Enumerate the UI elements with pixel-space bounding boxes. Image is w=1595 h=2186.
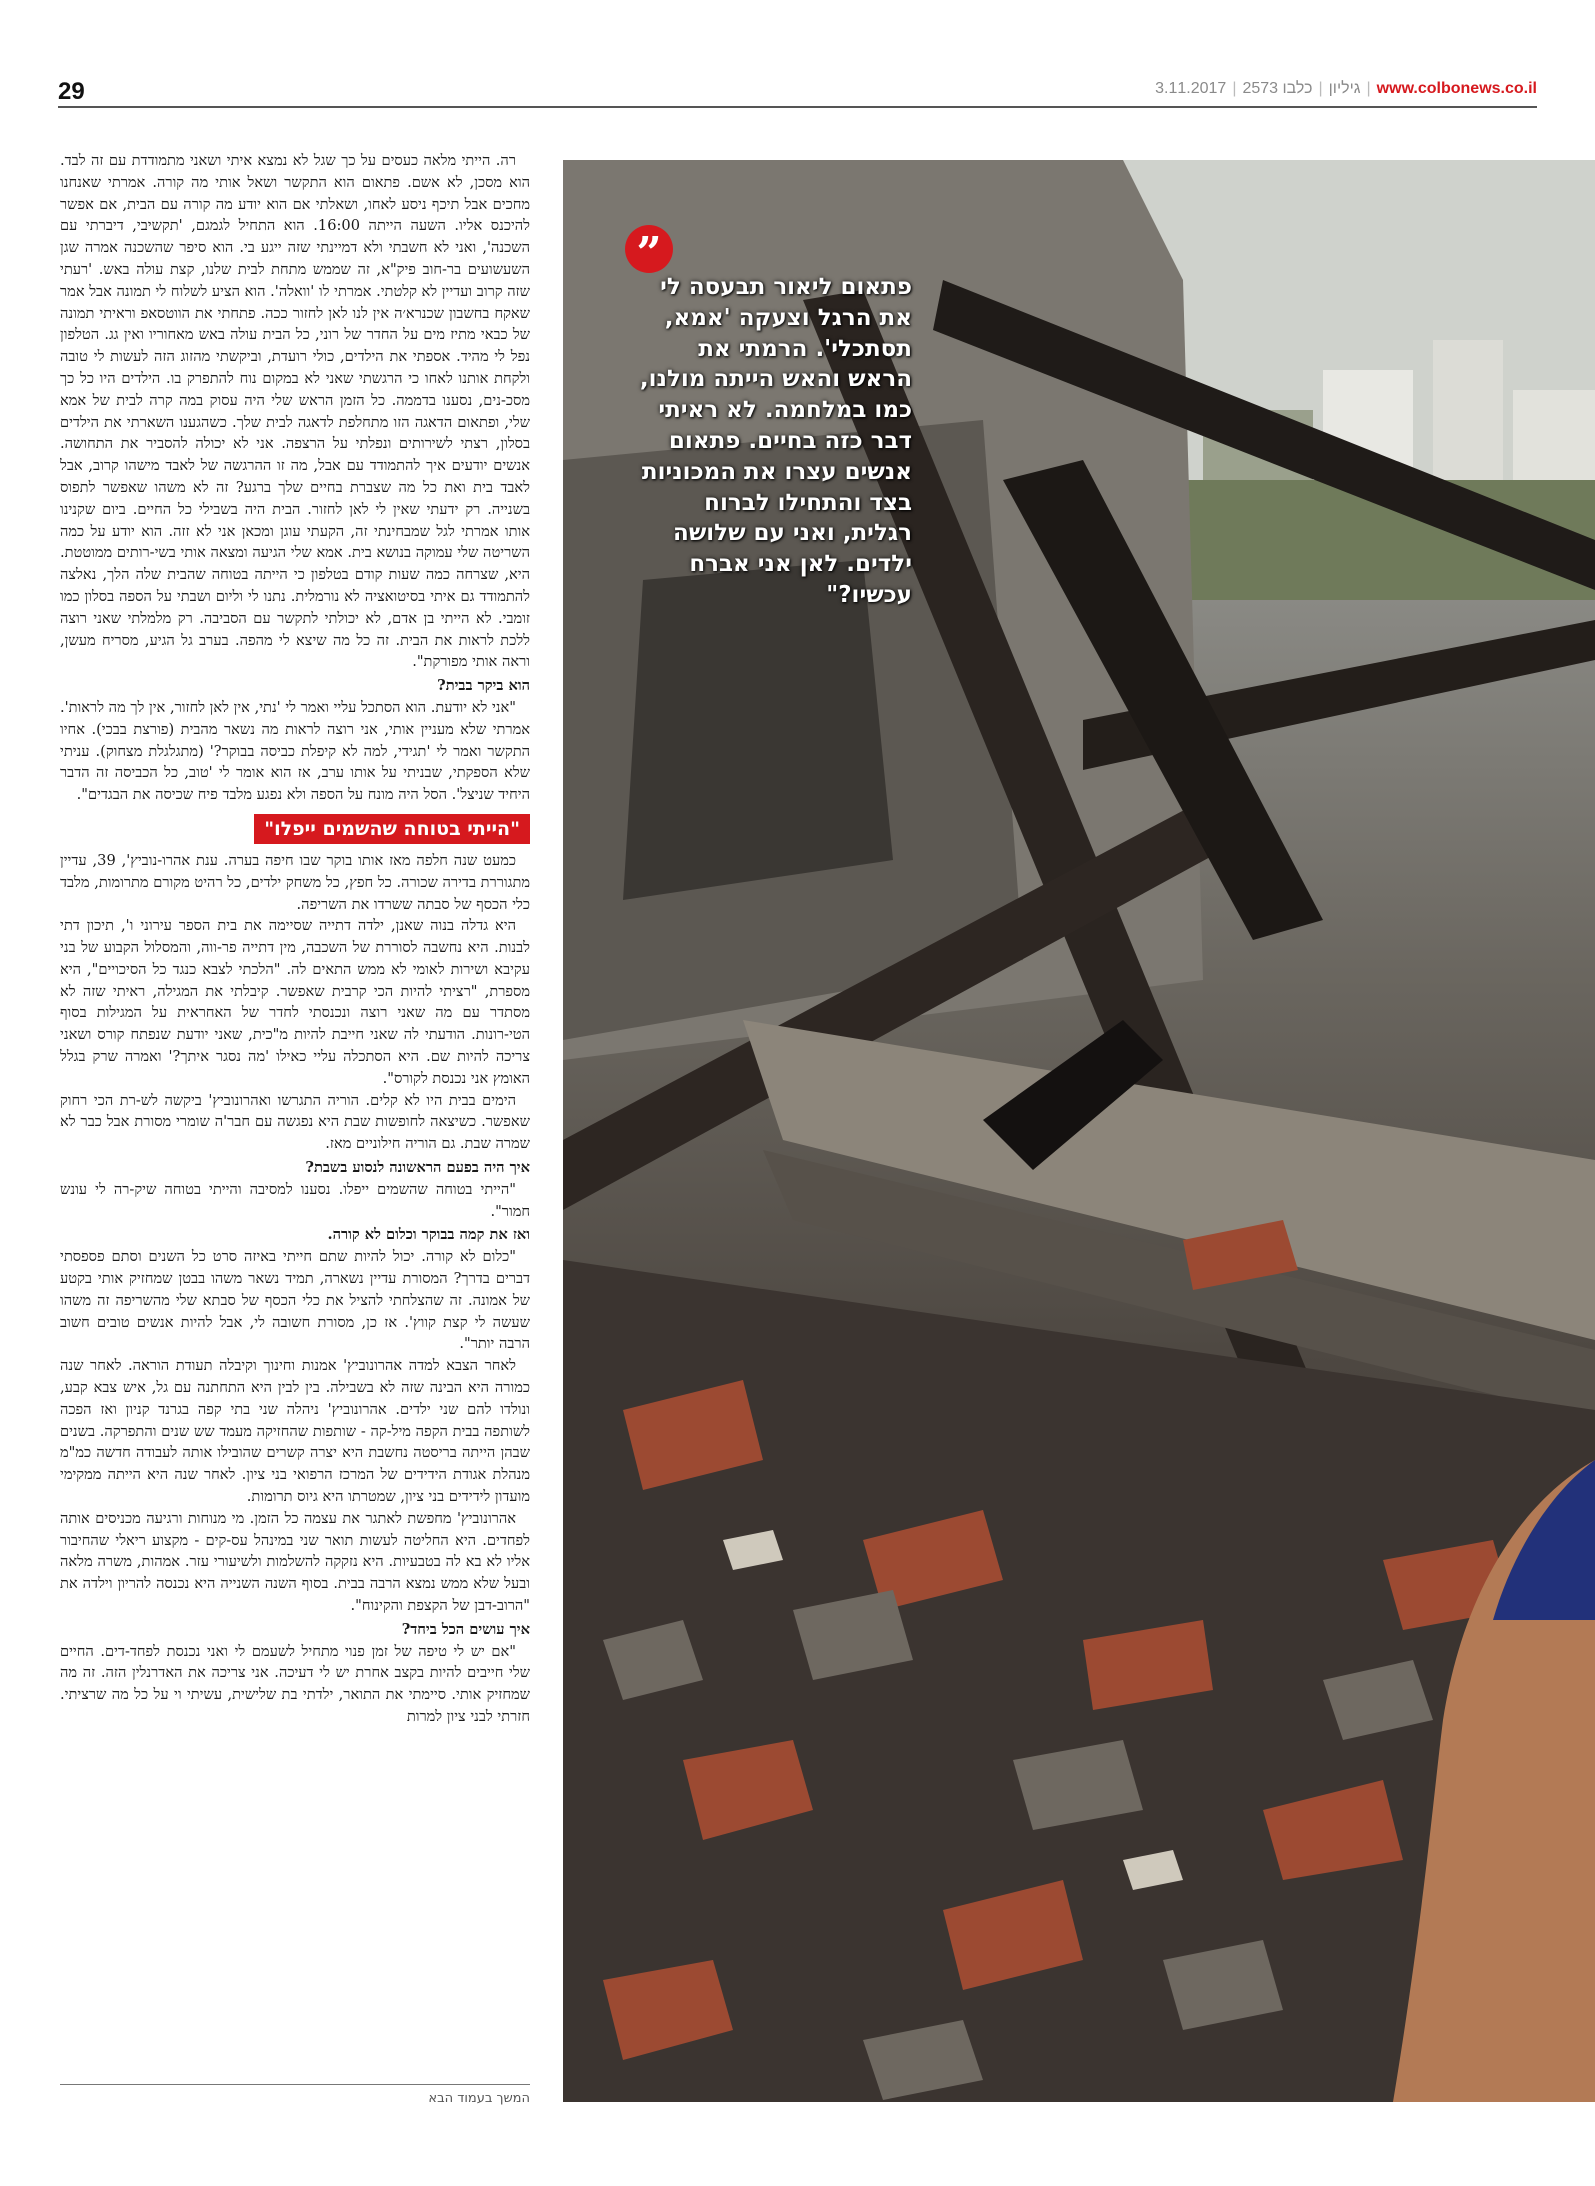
masthead: 3.11.2017 | 2573 גיליון|כלבו | www.colbonews.co.il	[1155, 80, 1537, 97]
article-body	[60, 150, 530, 2050]
article-paragraph: לאחר הצבא למדה אהרונוביץ' אמנות וחינוך וקיבלה תעודת הוראה. לאחר שנה כמורה היא הבינה שזה לא בשבילה. בין לבין היא התחתנה עם גל, איש צבא קבע, ונולדו להם שני ילדים. אהרונוביץ' ניהלה שני בתי קפה בגרנד קניון ואז הפכה לשותפה בבית הקפה מיל-קה - שותפות שהחזיקה מעמד שש שנים והתפרקה. בשנים שבהן הייתה בריסטה נחשבת היא יצרה קשרים שהובילו אותה לעבודה חדשה כמ"מ מנהלת אגודת הידידים של המרכז הרפואי בני ציון. לאחר שנה היא הייתה ממקימי מועדון לידידים בני ציון, שמטרתו היא גיוס תרומות.	[60, 1357, 530, 1506]
issue-date: 3.11.2017	[1155, 80, 1227, 97]
article-paragraph: כמעט שנה חלפה מאז אותו בוקר שבו חיפה בערה. ענת אהרו-נוביץ', 39, עדיין מתגוררת בדירה שכורה. כל חפץ, כל משחק ילדים, כל רהיט מקורם מתרומות, מלבד כלי הכסף של סבתה ששרדו את השריפה.	[60, 851, 530, 913]
interview-question: איך היה בפעם הראשונה לנסוע בשבת?	[305, 1159, 530, 1177]
article-paragraph: "אני לא יודעת. הוא הסתכל עליי ואמר לי 'נתי, אין לאן לחזור, אין לך מה לראות'. אמרתי שלא מעניין אותי, אני רוצה לראות מה נשאר מהבית (פורצת בבכי). אחיו התקשר ואמר לי 'תגידי, למה לא קיפלת כביסה בבוקר?' (מתגלגלת מצחוק). עניתי שלא הספקתי, שבניתי על אותו ערב, אז הוא אומר לי 'טוב, כל הכביסה זה הדבר היחיד שניצל'. הסל היה מונח על הספה ולא נפגע מלבד פיח שכיסה את הבגדים".	[60, 698, 530, 804]
section-subhead: "הייתי בטוחה שהשמים ייפלו"	[254, 814, 530, 844]
article-paragraph: "הייתי בטוחה שהשמים ייפלו. נסענו למסיבה והייתי בטוחה שיק-רה לי עונש חמור".	[60, 1180, 530, 1220]
article-paragraph: היא גדלה בנוה שאנן, ילדה דתייה שסיימה את בית הספר עירוני ו', תיכון דתי לבנות. היא נחשבה לסוררת של השכבה, מין דתייה פר-ווה, והמסלול הקבוע של בני עקיבא ושירות לאומי לא ממש התאים לה. "הלכתי לצבא כנגד כל הסיכויים", היא מספרת, "רציתי להיות הכי קרבית שאפשר. קיבלתי את המגילה, ראיתי שזה לא מסתדר עם מה שאני רוצה ונכנסתי לחדר של האחראית על המגילות בסוף הטי-רונות. הודעתי לה שאני חייבת להיות מ"כית, שאני יודעת שנפתח קורס ושאני צריכה להיות שם. היא הסתכלה עליי כאילו 'מה נסגר איתך?' ואמרה שרק בגלל האומץ אני נכנסת לקורס".	[60, 917, 530, 1087]
interview-question: ואז את קמה בבוקר וכלום לא קורה.	[327, 1226, 530, 1244]
page-number: 29	[58, 78, 85, 105]
article-paragraph: רה. הייתי מלאה כעסים על כך שגל לא נמצא איתי ושאני מתמודדת עם זה לבד. הוא מסכן, לא אשם. פתאום הוא התקשר ושאל אותי מה קורה. אמרתי שאנחנו מחכים אבל תיכף ניסע לאחו, ושאלתי אם הוא יודע מה קורה עם הבית, אם אפשר להיכנס אליו. השעה הייתה 16:00. הוא התחיל לגמגם, 'תקשיבי, דיברתי עם השכנה', ואני לא חשבתי ולא דמיינתי שזה ייגע בי. הוא סיפר שהשכנה אמרה שגן השעשועים בר-חוב פיק"א, זה שממש מתחת לבית שלנו, קצת עולה באש. 'רעתי שזה קרוב ועדיין לא קלטתי. אמרתי לו 'וואלה'. הוא הציע לשלוח לי תמונה אבל אמר שאקח בחשבון שכנרא׳ה אין לנו לאן לחזור ככה. פתחתי את הווטסאפ וראיתי תמונה של כבאי מתיז מים על החדר של רוני, כל הבית עולה באש מאחוריו ואין גג. הטלפון נפל לי מהיד. אספתי את הילדים, כולי רועדת, וביקשתי מהזוג הזה לעשות לי טובה ולקחת אותנו לאחו כי הרגשתי שאני לא במקום נוח להתפרק בו. הילדים היו כל כך מסכ-נים, נסענו בדממה. כל הזמן הראש שלי היה עסוק במה קרה לבית של אמא שלי, ופתאום הדאגה הזו מתחלפת לדאגה לבית שלך. כשהגענו השארתי את הילדים בסלון, רצתי לשירותים ונפלתי על הרצפה. אני לא יכולה להסביר את התחושה. אנשים יודעים איך להתמודד עם אבל, מה זו ההרגשה של לאבד מישהו קרוב, אבל לאבד בית ואת כל מה שצברת בחיים שלך ברגע? זה לא משהו שאפשר לתפוס בשנייה. רק ידעתי שאין לי לאן לחזור. הבית היה בשבילי כל החיים. ביום שקנינו אותו אמרתי לגל שמבחינתי זה, הקעתי עוגן ומכאן אני לא זזה. הוא יודע על כמה השריטה שלי עמוקה בנושא בית. אמא שלי הגיעה ומצאה אותי בשי-רותים ממוטטת. היא, שצרחה כמה שעות קודם בטלפון כי הייתה בטוחה שהבית שלה הלך, נאלצה להתמודד גם איתי בסיטואציה לא נורמלית. נתנו לי וליום ושבתי על הספה בסלון כמו זומבי. לא הייתי בן אדם, לא יכולתי לתקשר עם הסביבה. רק מלמלתי שאני רוצה ללכת לראות את הבית. זה כל מה שיצא לי מהפה. בערב גל הגיע, מסריח מעשן, וראה אותי מפורקת".	[60, 152, 530, 671]
pull-quote: פתאום ליאור תבעסה לי את הרגל וצעקה 'אמא, תסתכלי'. הרמתי את הראש והאש הייתה מולנו, כמו במלחמה. לא ראיתי דבר כזה בחיים. פתאום אנשים עצרו את המכוניות בצד והתחילו לברוח רגלית, ואני עם שלושה ילדים. לאן אני אברח עכשיו?"	[639, 274, 912, 608]
interview-question: הוא ביקר בבית?	[437, 677, 530, 695]
header-rule	[58, 106, 1537, 108]
article-paragraph: "כלום לא קורה. יכול להיות שתם חייתי באיזה סרט כל השנים וסתם פספסתי דברים בדרך? המסורת עדיין נשארה, תמיד נשאר משהו בבטן שמחזיק אותי בקטע של אמונה. זה שהצלחתי להציל את כלי הכסף של סבתא שלי מהשריפה זה משהו שעשה לי קצת קווץ'. אז כן, מסורת חשובה לי, אבל להיות אנשים טובים חשוב הרבה יותר".	[60, 1248, 530, 1353]
article-paragraph: הימים בבית היו לא קלים. הוריה התגרשו ואהרונוביץ' ביקשה לש-רת הכי רחוק שאפשר. כשיצאה לחופשות שבת היא נפגשה עם חבר'ה שומרי מסורת אבל כבר לא שמרה שבת. גם הוריה חילוניים מאז.	[60, 1091, 530, 1153]
interview-question: איך עושים הכל ביחד?	[401, 1620, 530, 1638]
publication-name: כלבו	[1282, 80, 1313, 97]
quote-mark-icon: ”	[625, 225, 673, 273]
issue-number: 2573 גיליון	[1242, 80, 1361, 97]
continued-notice: המשך בעמוד הבא	[60, 2084, 530, 2106]
website-link[interactable]: www.colbonews.co.il	[1376, 80, 1537, 97]
article-paragraph: "אם יש לי טיפה של זמן פנוי מתחיל לשעמם לי ואני נכנסת לפחד-דים. החיים שלי חייבים להיות בקצב אחרת יש לי דעיכה. אני צריכה את האדרנלין הזה. זה מה שמחזיק אותי. סיימתי את התואר, ילדתי בת שלישית, עשיתי וי על כל מה שרציתי. חזרתי לבני ציון למרות	[60, 1642, 530, 1725]
article-paragraph: אהרונוביץ' מחפשת לאתגר את עצמה כל הזמן. מי מנוחות ורגיעה מכניסים אותה לפחדים. היא החליטה לעשות תואר שני במינהל עס-קים - מקצוע ריאלי שהחיבור אליו לא בא לה בטבעיות. היא נזקקה להשלמות ולשיעורי עזר. אמהות, משרה מלאה ובעל שלא ממש נמצא הרבה בבית. בסוף השנה השנייה היא נכנסה להריון וילדה את "הרוב-דבן של הקצפת והקינוח".	[60, 1509, 530, 1614]
